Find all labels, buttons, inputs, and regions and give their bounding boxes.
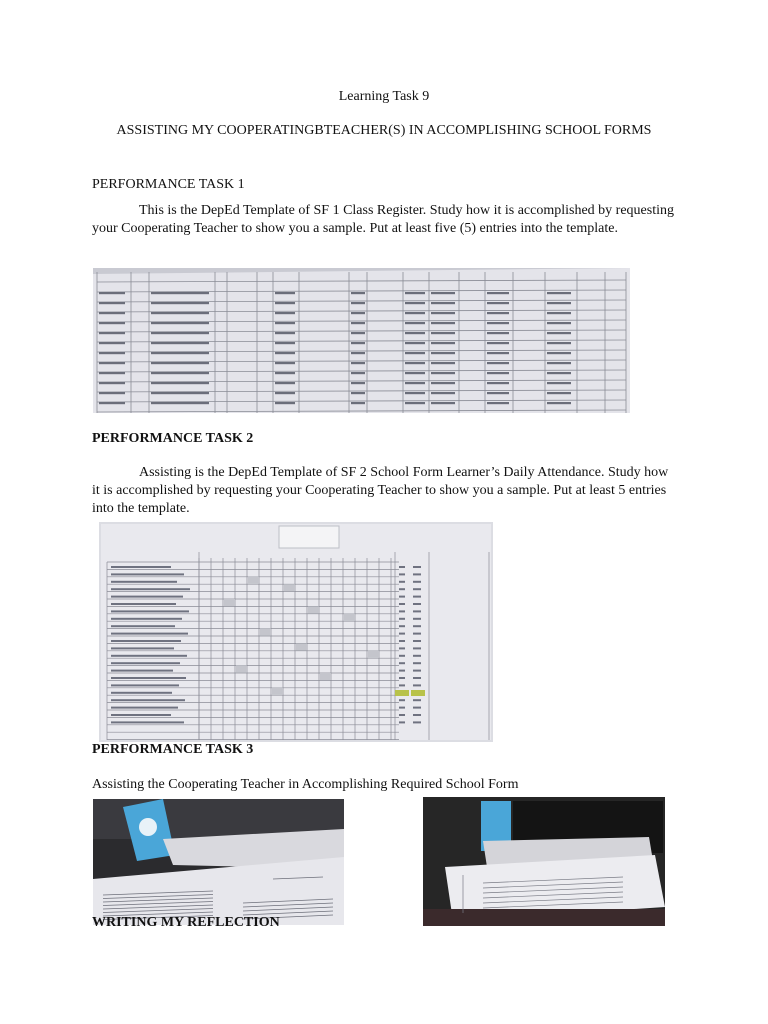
sf2-daily-attendance-image	[99, 522, 493, 742]
task2-body: Assisting is the DepEd Template of SF 2 School Form Learner’s Daily Attendance. Study how it is accomplished by requesting your Cooperating Teacher to show you a sample. Put at least 5 entries into the template.	[92, 465, 669, 516]
task1-body: This is the DepEd Template of SF 1 Class Register. Study how it is accomplished by requesting your Cooperating Teacher to show you a sample. Put at least five (5) entries into the template.	[92, 203, 674, 236]
task3-label: PERFORMANCE TASK 3	[92, 742, 254, 757]
task3-photo-right	[423, 797, 665, 926]
page-title: Learning Task 9	[338, 89, 430, 104]
task2-label: PERFORMANCE TASK 2	[92, 431, 254, 446]
task3-body: Assisting the Cooperating Teacher in Accomplishing Required School Form	[92, 777, 519, 792]
task1-label: PERFORMANCE TASK 1	[92, 177, 245, 192]
task3-photo-left	[93, 799, 344, 925]
sf1-class-register-image	[93, 268, 630, 413]
document-heading: ASSISTING MY COOPERATINGBTEACHER(S) IN ACCOMPLISHING SCHOOL FORMS	[116, 123, 652, 138]
reflection-label: WRITING MY REFLECTION	[92, 915, 280, 930]
